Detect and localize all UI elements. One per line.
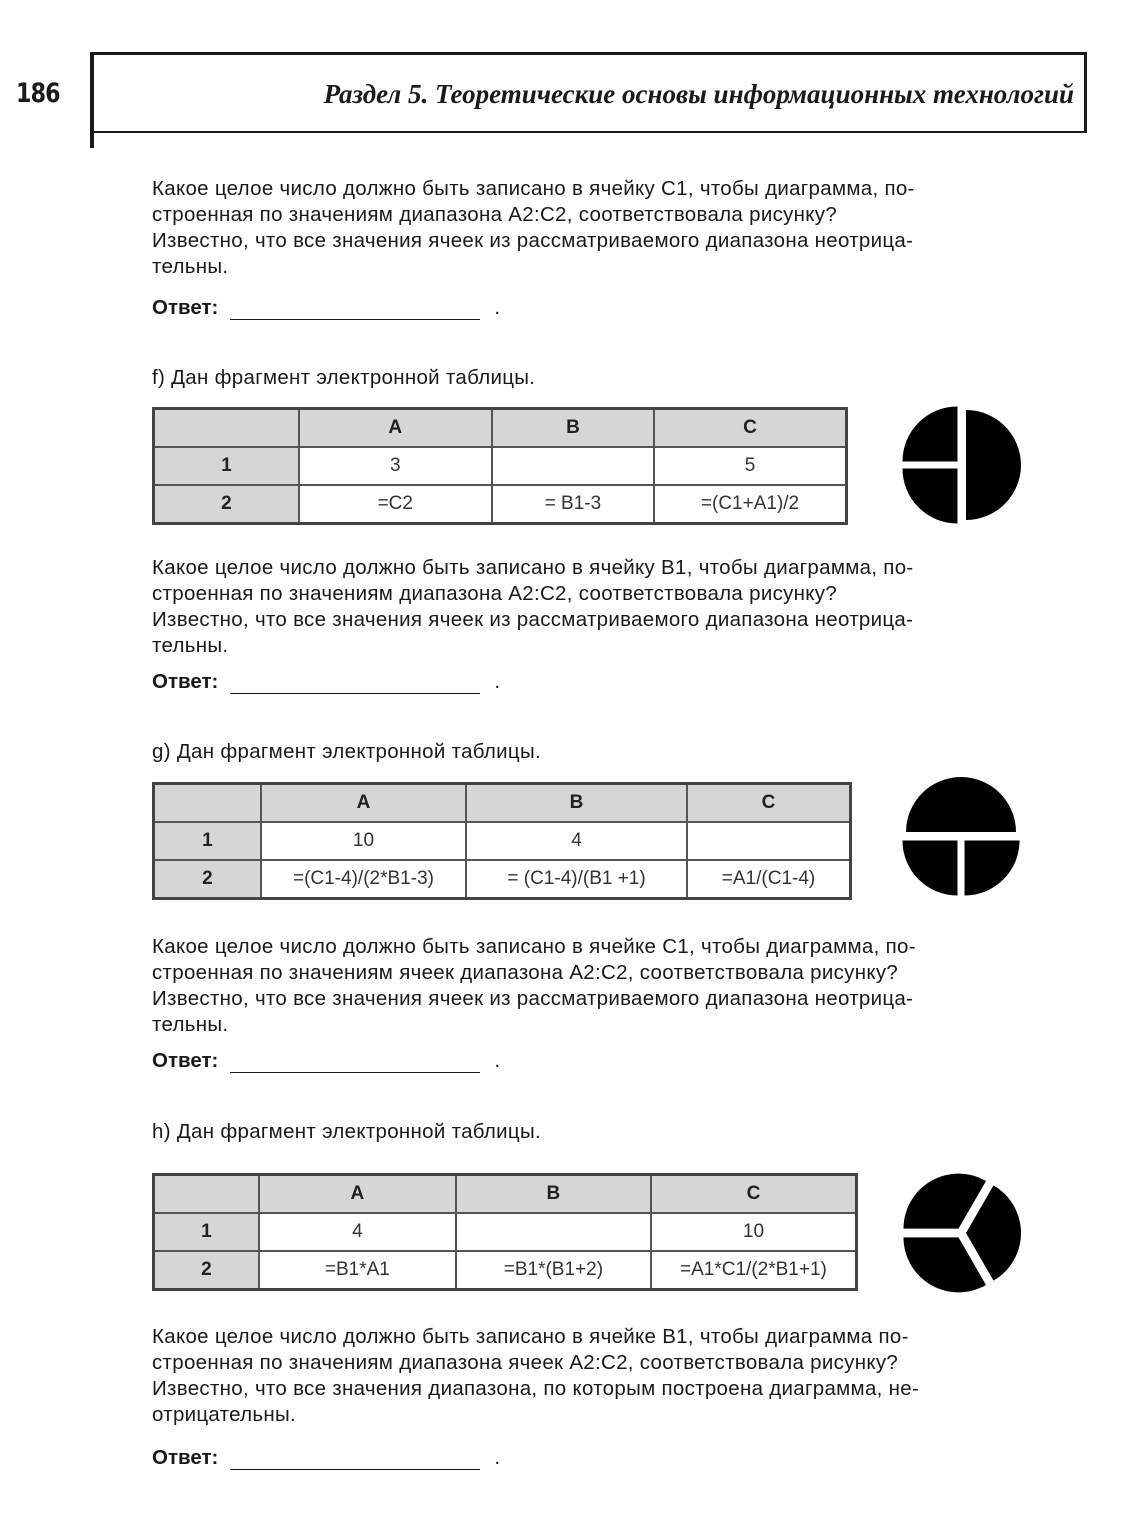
answer-dot: . [494, 1049, 501, 1072]
text-line: строенная по значениям диапазона А2:С2, соответствовала рисунку? [152, 582, 838, 605]
spreadsheet-f [152, 407, 848, 525]
column-header: A [259, 1175, 456, 1214]
cell: =(C1-4)/(2*B1-3) [261, 860, 466, 899]
text-line: отрицательны. [152, 1403, 297, 1426]
section-header [90, 52, 1087, 133]
text-line: строенная по значениям диапазона А2:С2, соответствовала рисунку? [152, 203, 838, 226]
cell: 4 [466, 822, 687, 860]
answer-label: Ответ: [152, 1049, 219, 1072]
column-header: B [492, 409, 654, 448]
answer-label: Ответ: [152, 670, 219, 693]
cell [456, 1213, 651, 1251]
text-line: Известно, что все значения диапазона, по которым построена диаграмма, не- [152, 1377, 920, 1400]
answer-input-line[interactable] [230, 671, 480, 694]
column-header: A [261, 784, 466, 823]
cell: 3 [299, 447, 492, 485]
text-line: строенная по значениям ячеек диапазона А2:С2, соответствовала рисунку? [152, 961, 899, 984]
text-line: Известно, что все значения ячеек из рассматриваемого диапазона неотрица- [152, 608, 914, 631]
task-g-intro: g) Дан фрагмент электронной таблицы. [152, 740, 541, 763]
pie-slice [965, 841, 1020, 896]
column-header: C [654, 409, 846, 448]
question-f-text [152, 555, 1070, 659]
cell: 10 [651, 1213, 857, 1251]
answer-h [152, 1446, 500, 1470]
answer-input-line[interactable] [230, 1050, 480, 1073]
pie-slice [906, 777, 1016, 832]
answer-dot: . [494, 1446, 501, 1469]
spreadsheet-g [152, 782, 852, 900]
pie-chart-f [898, 402, 1024, 528]
answer-g [152, 1049, 500, 1073]
row-header: 2 [154, 485, 299, 524]
text-line: тельны. [152, 1013, 229, 1036]
header-rule [90, 128, 94, 148]
text-line: Какое целое число должно быть записано в ячейку В1, чтобы диаграмма, по- [152, 556, 914, 579]
cell: =A1*C1/(2*B1+1) [651, 1251, 857, 1290]
answer-label: Ответ: [152, 296, 219, 319]
text-line: Какое целое число должно быть записано в ячейке С1, чтобы диаграмма, по- [152, 935, 916, 958]
text-line: тельны. [152, 634, 229, 657]
question-e-text [152, 176, 1070, 280]
cell: =B1*A1 [259, 1251, 456, 1290]
cell: = (C1-4)/(B1 +1) [466, 860, 687, 899]
pie-slice [902, 406, 957, 461]
row-header: 1 [154, 822, 261, 860]
answer-e [152, 296, 500, 320]
pie-chart-h [898, 1170, 1024, 1296]
row-header: 2 [154, 1251, 259, 1290]
answer-input-line[interactable] [230, 1447, 480, 1470]
text-line: тельны. [152, 255, 229, 278]
text-line: Какое целое число должно быть записано в ячейке В1, чтобы диаграмма по- [152, 1325, 909, 1348]
cell: =B1*(B1+2) [456, 1251, 651, 1290]
cell [687, 822, 850, 860]
corner-cell [154, 1175, 259, 1214]
corner-cell [154, 409, 299, 448]
cell: 10 [261, 822, 466, 860]
cell: 4 [259, 1213, 456, 1251]
answer-dot: . [494, 670, 501, 693]
cell: 5 [654, 447, 846, 485]
corner-cell [154, 784, 261, 823]
cell [492, 447, 654, 485]
column-header: B [456, 1175, 651, 1214]
row-header: 2 [154, 860, 261, 899]
answer-label: Ответ: [152, 1446, 219, 1469]
text-line: Какое целое число должно быть записано в ячейку С1, чтобы диаграмма, по- [152, 177, 915, 200]
column-header: A [299, 409, 492, 448]
cell: =C2 [299, 485, 492, 524]
text-line: строенная по значениям диапазона ячеек А2:С2, соответствовала рисунку? [152, 1351, 899, 1374]
pie-slice [902, 469, 957, 524]
question-h-text [152, 1324, 1070, 1428]
cell: =A1/(C1-4) [687, 860, 850, 899]
column-header: C [687, 784, 850, 823]
column-header: B [466, 784, 687, 823]
text-line: Известно, что все значения ячеек из рассматриваемого диапазона неотрица- [152, 987, 914, 1010]
row-header: 1 [154, 1213, 259, 1251]
answer-dot: . [494, 296, 501, 319]
pie-slice [966, 410, 1021, 520]
row-header: 1 [154, 447, 299, 485]
pie-slice [902, 841, 957, 896]
task-h-intro: h) Дан фрагмент электронной таблицы. [152, 1120, 541, 1143]
cell: =(C1+A1)/2 [654, 485, 846, 524]
answer-input-line[interactable] [230, 297, 480, 320]
question-g-text [152, 934, 1070, 1038]
page-number: 186 [16, 78, 60, 109]
task-f-intro: f) Дан фрагмент электронной таблицы. [152, 366, 536, 389]
pie-chart-g [898, 774, 1024, 900]
text-line: Известно, что все значения ячеек из рассматриваемого диапазона неотрица- [152, 229, 914, 252]
cell: = B1-3 [492, 485, 654, 524]
spreadsheet-h [152, 1173, 858, 1291]
section-title: Раздел 5. Теоретические основы информационных технологий [323, 79, 1074, 109]
answer-f [152, 670, 500, 694]
column-header: C [651, 1175, 857, 1214]
